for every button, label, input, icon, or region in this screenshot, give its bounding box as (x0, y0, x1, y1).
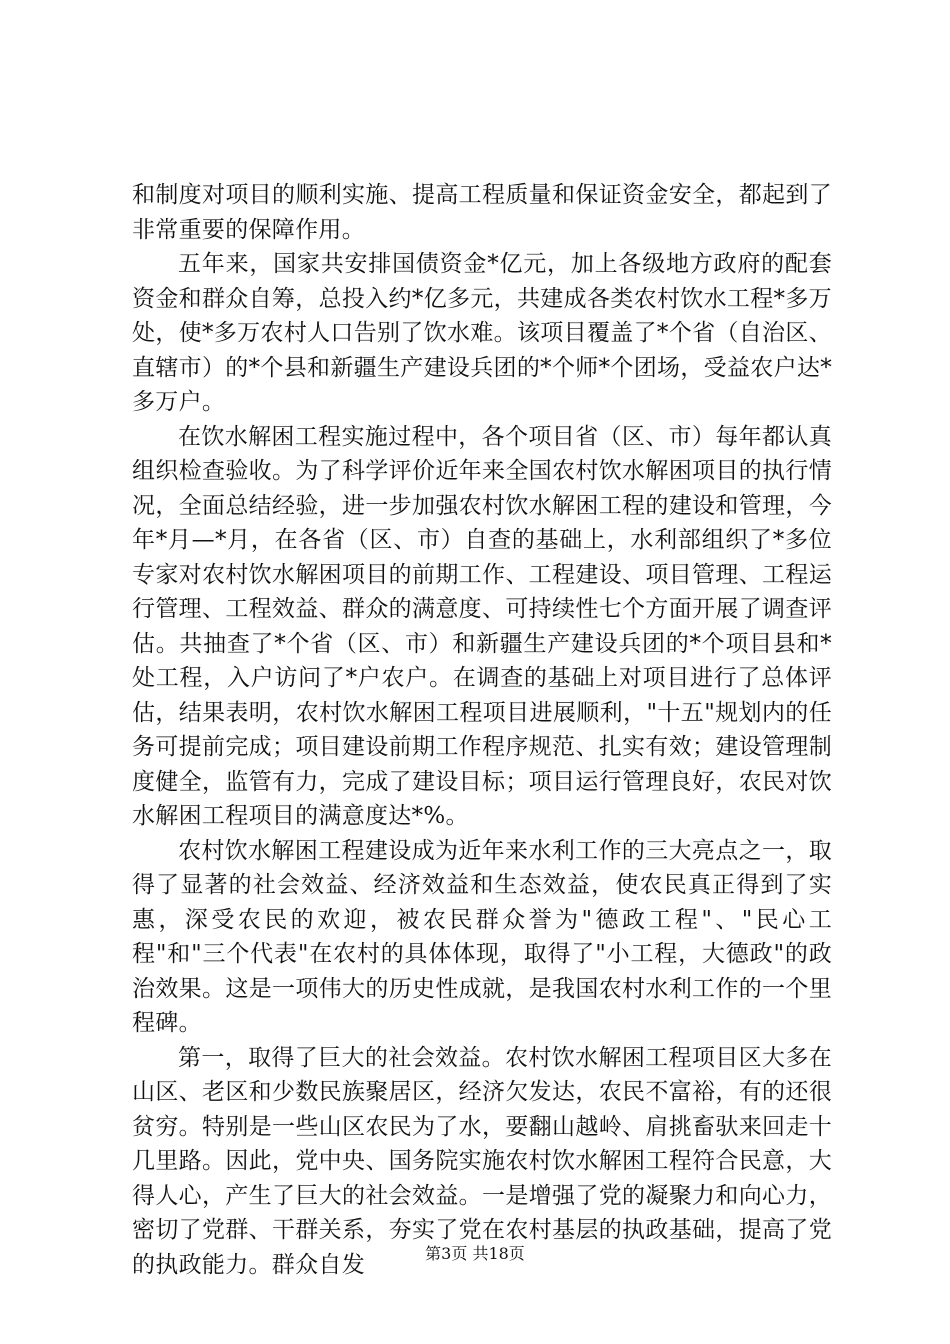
page-number-footer: 第3页 共18页 (425, 1244, 525, 1263)
paragraph-investment: 五年来，国家共安排国债资金*亿元，加上各级地方政府的配套资金和群众自筹，总投入约*亿多元，共建成各类农村饮水工程*多万处，使*多万农村人口告别了饮水难。该项目覆盖了*个省（自治区、直辖市）的*个县和新疆生产建设兵团的*个师*个团场，受益农户达*多万户。 (132, 251, 832, 415)
paragraph-continuation: 和制度对项目的顺利实施、提高工程质量和保证资金安全，都起到了非常重要的保障作用。 (132, 182, 832, 243)
paragraph-social-benefit: 第一，取得了巨大的社会效益。农村饮水解困工程项目区大多在山区、老区和少数民族聚居区，经济欠发达，农民不富裕，有的还很贫穷。特别是一些山区农民为了水，要翻山越岭、肩挑畜驮来回走十几里路。因此，党中央、国务院实施农村饮水解困工程符合民意，大得人心，产生了巨大的社会效益。一是增强了党的凝聚力和向心力，密切了党群、干群关系，夯实了党在农村基层的执政基础，提高了党的执政能力。群众自发 (132, 1044, 832, 1278)
document-body (132, 178, 832, 1282)
paragraph-inspection: 在饮水解困工程实施过程中，各个项目省（区、市）每年都认真组织检查验收。为了科学评价近年来全国农村饮水解困项目的执行情况，全面总结经验，进一步加强农村饮水解困工程的建设和管理，今年*月—*月，在各省（区、市）自查的基础上，水利部组织了*多位专家对农村饮水解困项目的前期工作、工程建设、项目管理、工程运行管理、工程效益、群众的满意度、可持续性七个方面开展了调查评估。共抽查了*个省（区、市）和新疆生产建设兵团的*个项目县和*处工程，入户访问了*户农户。在调查的基础上对项目进行了总体评估，结果表明，农村饮水解困工程项目进展顺利，"十五"规划内的任务可提前完成；项目建设前期工作程序规范、扎实有效；建设管理制度健全，监管有力，完成了建设目标；项目运行管理良好，农民对饮水解困工程项目的满意度达*%。 (132, 423, 832, 829)
paragraph-achievement: 农村饮水解困工程建设成为近年来水利工作的三大亮点之一，取得了显著的社会效益、经济效益和生态效益，使农民真正得到了实惠，深受农民的欢迎，被农民群众誉为"德政工程"、"民心工程"和"三个代表"在农村的具体体现，取得了"小工程，大德政"的政治效果。这是一项伟大的历史性成就，是我国农村水利工作的一个里程碑。 (132, 837, 832, 1036)
